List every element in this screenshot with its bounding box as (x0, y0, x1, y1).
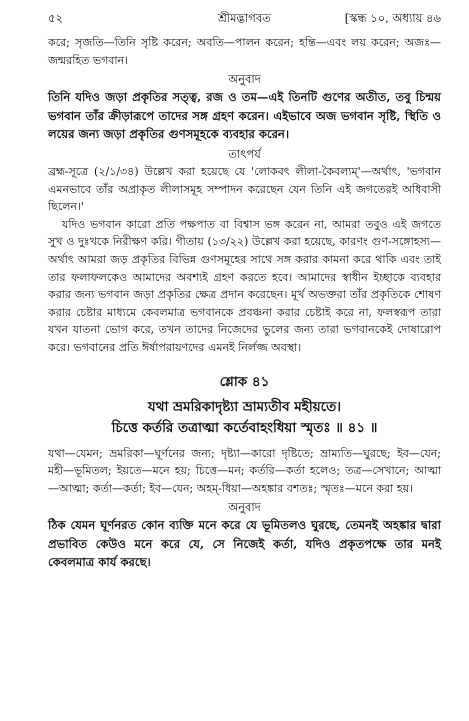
page-body (48, 34, 441, 572)
chapter-reference: [স্কন্ধ ১০, অধ্যায় ৪৬ (344, 11, 441, 25)
page-number: ৫২ (48, 11, 63, 25)
verse-line: যথা ভ্রমরিকাদৃষ্ট্যা ভ্রাম্যতীব মহীয়তে। (147, 398, 342, 415)
translation-heading: অনুবাদ (228, 500, 261, 515)
synonyms-continued: করে; সৃজতি—তিনি সৃষ্টি করেন; অবতি—পালন করেন; হন্তি—এবং লয় করেন; অজঃ—জন্মরহিত ভগবান। (48, 36, 441, 67)
synonyms-text: যথা—যেমন; ভ্রমরিকা—ঘূর্ণনের জন্য; দৃষ্ট্যা—কারো দৃষ্টিতে; ভ্রাম্যতি—ঘুরছে; ইব—যেন; মহী—ভূমিতল; ইয়তে—মনে হয়; চিত্তে—মন; কর্তরি—কর্তা হলেও; তত্র—সেখানে; আত্মা—আত্মা; কর্তা—কর্তা; ইব—যেন; অহম্-ধিয়া—অহঙ্কার বশতঃ; স্মৃতঃ—মনে করা হয়। (48, 446, 441, 495)
running-header (48, 10, 441, 28)
purport-paragraph: যদিও ভগবান কারো প্রতি পক্ষপাত বা বিশ্বাস ভঙ্গ করেন না, আমরা তবুও এই জগতে সুখ ও দুঃখকে নিরীক্ষণ করি। গীতায় (১৩/২২) উল্লেখ করা হয়েছে, কারণং গুণ-সঙ্গোহস্য—অর্থাৎ আমরা জড় প্রকৃতির বিভিন্ন গুণসমূহের সাথে সঙ্গ করার কামনা করে থাকি এবং তাই তার ফলাফলকেও আমাদের অবশ্যই গ্রহণ করতে হবে। আমাদের স্বাধীন ইচ্ছাকে ব্যবহার করার জন্য ভগবান জড়া প্রকৃতির ক্ষেত্র প্রদান করেছেন। মূর্খ অভক্তরা তাঁর প্রকৃতিকে শোষণ করার চেষ্টার মাধ্যমে কেবলমাত্র ভগবানকে প্রবঞ্চনা করার চেষ্টাই করে না, ফলস্বরূপ তারা যখন যাতনা ভোগ করে, তখন তাদের নিজেদের ভুলের জন্য তারা ভগবানকেই দোষারোপ করে। ভগবানের প্রতি ঈর্ষাপরায়ণদের এমনই নির্লজ্জ অবস্থা। (48, 217, 441, 354)
purport-paragraph: ব্রহ্ম-সূত্রে (২/১/৩৪) উল্লেখ করা হয়েছে যে 'লোকবৎ লীলা-কৈবল্যম্'—অর্থাৎ, 'ভগবান এমনভাবে তাঁর অপ্রাকৃত লীলাসমূহ সম্পাদন করেছেন যেন তিনি এই জগতেরই অধিবাসী ছিলেন।' (48, 164, 441, 214)
translation-text: তিনি যদিও জড়া প্রকৃতির সত্ত্ব, রজ ও তম—এই তিনটি গুণের অতীত, তবু চিন্ময় ভগবান তাঁর ক্রীড়ারূপে তাদের সঙ্গ গ্রহণ করেন। এইভাবে অজ ভগবান সৃষ্টি, স্থিতি ও লয়ের জন্য জড়া প্রকৃতির গুণসমূহকে ব্যবহার করেন। (48, 90, 441, 142)
verse-heading: শ্লোক ৪১ (219, 373, 270, 390)
verse-line: চিত্তে কর্তরি তত্রাত্মা কর্তেবাহংধিয়া স্মৃতঃ ॥ ৪১ ॥ (111, 419, 378, 436)
book-title: শ্রীমদ্ভাগবত (218, 11, 271, 25)
translation-heading: অনুবাদ (228, 72, 261, 87)
translation-text: ঠিক যেমন ঘূর্ণনরত কোন ব্যক্তি মনে করে যে ভূমিতলও ঘুরছে, তেমনই অহঙ্কার দ্বারা প্রভাবিত কেউও মনে করে যে, সে নিজেই কর্তা, যদিও প্রকৃতপক্ষে তার মনই কেবলমাত্র কার্য করছে। (48, 518, 441, 570)
purport-heading: তাৎপর্য (228, 146, 261, 161)
